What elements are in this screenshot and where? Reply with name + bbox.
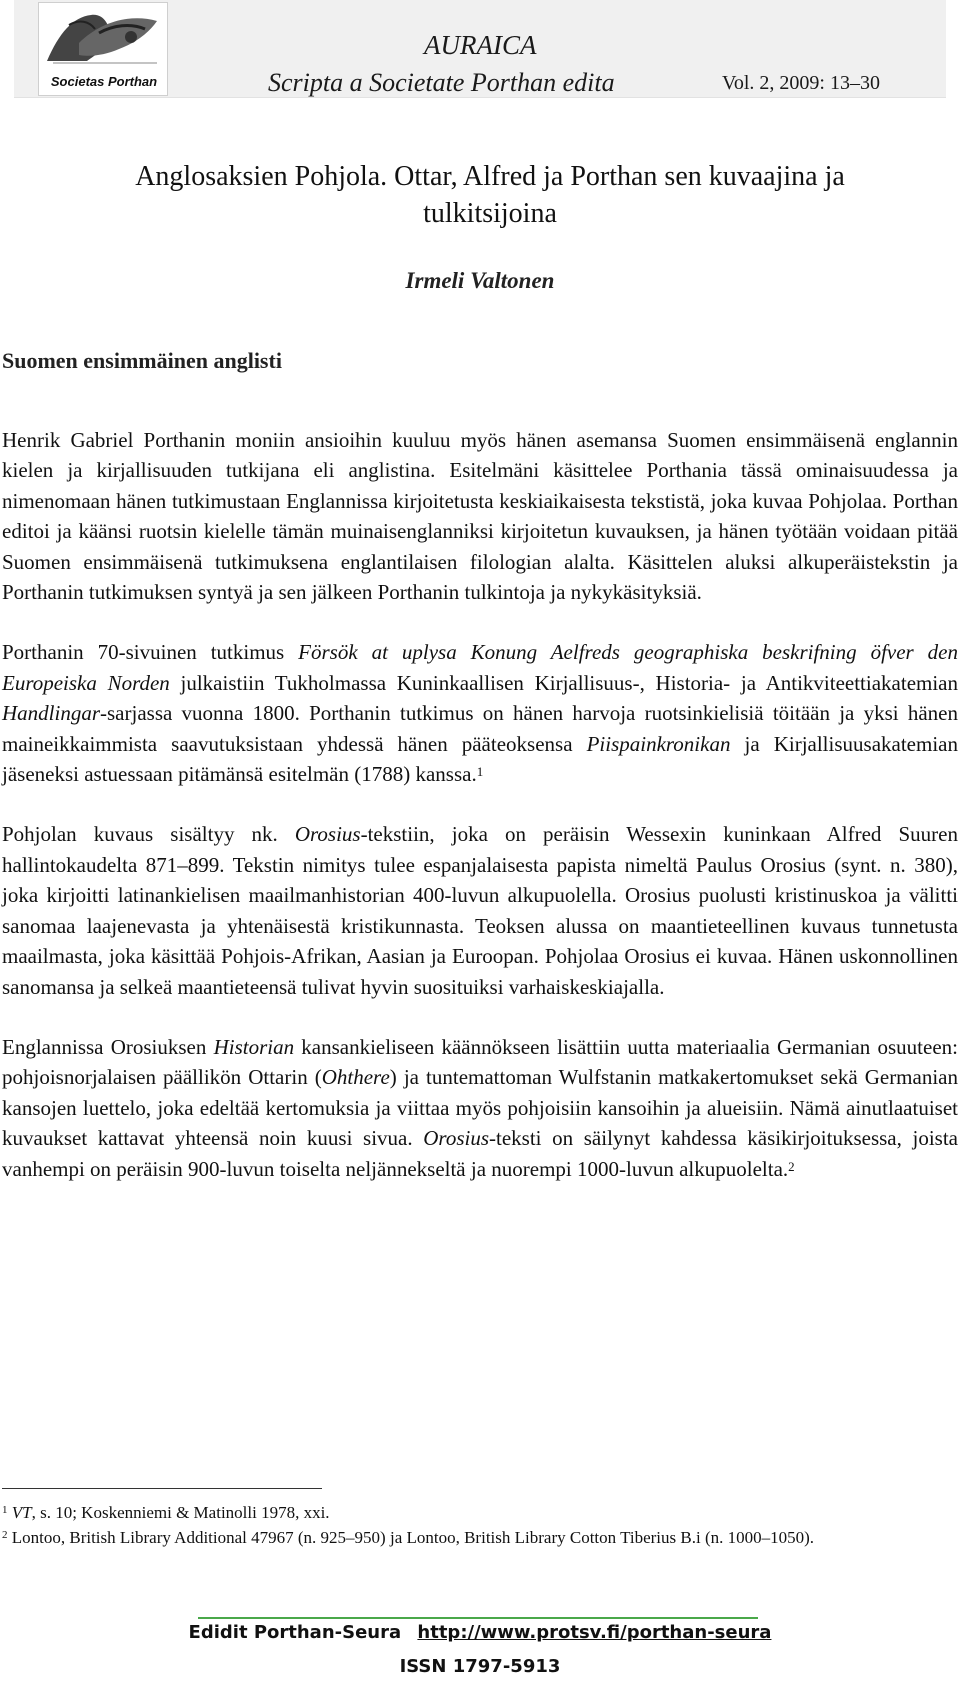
text-run: Henrik Gabriel Porthanin moniin ansioihin kuuluu myös hänen asemansa Suomen ensimmäisenä englannin kielen ja kirjallisuuden tutkijana eli anglistina. Esitelmäni käsittelee Porthania tässä ominaisuudessa ja nimenomaan hänen tutkimustaan Englannissa kirjoitetusta keskiaikaisesta tekstistä, joka kuvaa Pohjolaa. Porthan editoi ja käänsi ruotsin kielelle tämän muinaisenglanniksi kirjoitetun kuvauksen, ja hänen työtään voidaan pitää Suomen ensimmäisenä tutkimuksena englantilaisen filologian alalta. Käsittelen aluksi alkuperäistekstin ja Porthanin tutkimuksen syntyä ja sen jälkeen Porthanin tulkintoja ja nykykäsityksiä. — [2, 428, 958, 605]
body-paragraph — [2, 819, 958, 1001]
journal-subtitle: Scripta a Societate Porthan edita — [268, 68, 615, 97]
italic-text: Försök at uplysa Konung Aelfreds geographiska beskrifning öfver den Europeiska Norden — [2, 640, 958, 695]
text-run: julkaistiin Tukholmassa Kuninkaallisen Kirjallisuus-, Historia- ja Antikviteettiakatemian — [169, 670, 959, 695]
text-run: -teksti on säilynyt kahdessa käsikirjoituksessa, joista vanhempi on peräisin 900-luvun toiselta neljännekseltä ja nuorempi 1000-luvun alkupuolelta. — [2, 1126, 958, 1181]
text-run: Pohjolan kuvaus sisältyy nk. — [2, 822, 295, 847]
journal-title: AURAICA — [424, 30, 537, 60]
footer-url-link[interactable]: http://www.protsv.fi/porthan-seura — [417, 1622, 772, 1643]
text-run: ) ja tuntemattoman Wulfstanin matkakertomukset sekä Germanian kansojen luettelo, joka edeltää kertomuksia ja viittaa myös pohjoisiin kansoihin ja alueisiin. Nämä ainutlaatuiset kuvaukset kattavat yhteensä noin kuusi sivua. — [2, 1065, 958, 1151]
footer-issn: ISSN 1797-5913 — [399, 1656, 561, 1677]
text-run: kansankieliseen käännökseen lisättiin uutta materiaalia Germanian osuuteen: pohjoisnorjalaisen päällikön Ottarin ( — [2, 1034, 958, 1090]
logo-caption: Societas Porthan — [50, 74, 158, 89]
footer-divider — [198, 1617, 758, 1619]
text-run: ja Kirjallisuusakatemian jäseneksi astuessaan pitämänsä esitelmän (1788) kanssa. — [2, 731, 958, 787]
italic-text: VT — [11, 1503, 32, 1522]
italic-text: Orosius — [423, 1126, 490, 1151]
text-run: -tekstiin, joka on peräisin Wessexin kuninkaan Alfred Suuren hallintokaudelta 871–899. Tekstin nimitys tulee espanjalaisesta papista nimeltä Paulus Orosius (synt. n. 380), joka kirjoitti latinankielisen maailmanhistorian 400-luvun alkupuolella. Orosius puolusti kristinuskoa ja välitti sanomaa laajenevasta ja yhtenäisestä kristikunnasta. Teoksen alussa on maantieteellinen kuvaus tunnetusta maailmasta, joka käsittää Pohjois-Afrikan, Aasian ja Euroopan. Pohjolaa Orosius ei kuvaa. Hänen uskonnollinen sanomansa ja selkeä maantieteensä tulivat hyvin suosituiksi varhaiskeskiajalla. — [2, 822, 958, 999]
society-logo — [38, 2, 168, 96]
footnote-1 — [2, 1500, 958, 1525]
article-body — [2, 425, 958, 1214]
footnote-separator — [2, 1488, 322, 1489]
footnotes — [2, 1500, 958, 1550]
section-heading: Suomen ensimmäinen anglisti — [2, 348, 282, 373]
text-run: Porthanin 70-sivuinen tutkimus — [2, 640, 299, 665]
italic-text: Piispainkronikan — [586, 731, 731, 756]
footer-publisher: Edidit Porthan-Seura — [188, 1622, 402, 1643]
italic-text: Ohthere — [321, 1065, 390, 1090]
footnote-ref: 2 — [788, 1158, 795, 1174]
italic-text: Orosius — [294, 822, 361, 847]
body-paragraph — [2, 637, 958, 789]
text-run: Englannissa Orosiuksen — [2, 1034, 214, 1059]
footnote-ref: 2 — [2, 1529, 8, 1541]
text-run: -sarjassa vuonna 1800. Porthanin tutkimus on hänen harvoja ruotsinkielisiä töitään ja yksi hänen maineikkaimmista saavutuksistaan yhdessä hänen pääteoksensa — [2, 701, 958, 756]
article-author: Irmeli Valtonen — [405, 268, 555, 293]
footer-publisher-line — [0, 1622, 960, 1643]
journal-header — [14, 0, 946, 98]
body-paragraph — [2, 425, 958, 607]
body-paragraph — [2, 1032, 958, 1184]
journal-volume: Vol. 2, 2009: 13–30 — [722, 72, 880, 94]
text-run: Lontoo, British Library Additional 47967 (n. 925–950) ja Lontoo, British Library Cotton Tiberius B.i (n. 1000–1050). — [7, 1528, 815, 1547]
italic-text: Historian — [213, 1034, 295, 1059]
footnote-ref: 1 — [476, 764, 484, 780]
footnote-ref: 1 — [2, 1504, 8, 1516]
italic-text: Handlingar — [2, 701, 101, 726]
footnote-2 — [2, 1525, 958, 1550]
article-title: Anglosaksien Pohjola. Ottar, Alfred ja Porthan sen kuvaajina ja tulkitsijoina — [135, 161, 845, 229]
text-run: , s. 10; Koskenniemi & Matinolli 1978, xxi. — [31, 1503, 330, 1522]
